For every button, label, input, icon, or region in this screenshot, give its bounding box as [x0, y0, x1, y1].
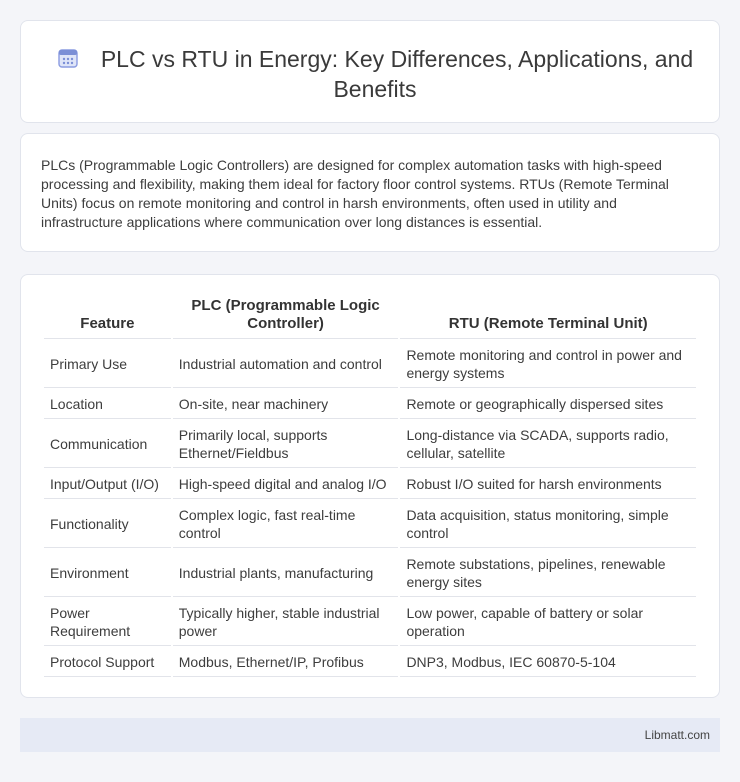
rtu-cell: Data acquisition, status monitoring, simple control [400, 501, 696, 548]
plc-cell: Typically higher, stable industrial power [173, 599, 399, 646]
plc-cell: Complex logic, fast real-time control [173, 501, 399, 548]
table-row [44, 341, 696, 388]
page-title: PLC vs RTU in Energy: Key Differences, Applications, and Benefits [100, 46, 694, 102]
header-plc: PLC (Programmable Logic Controller) [173, 297, 399, 339]
rtu-cell: Remote substations, pipelines, renewable energy sites [400, 550, 696, 597]
rtu-cell: DNP3, Modbus, IEC 60870-5-104 [400, 648, 696, 677]
feature-cell: Functionality [44, 501, 171, 548]
feature-cell: Environment [44, 550, 171, 597]
footer-bar [20, 718, 720, 752]
table-row [44, 470, 696, 499]
rtu-cell: Robust I/O suited for harsh environments [400, 470, 696, 499]
table-row [44, 599, 696, 646]
table-row [44, 421, 696, 468]
table-row [44, 390, 696, 419]
intro-card [20, 133, 720, 252]
feature-cell: Primary Use [44, 341, 171, 388]
rtu-cell: Low power, capable of battery or solar operation [400, 599, 696, 646]
table-header-row [44, 297, 696, 339]
feature-cell: Location [44, 390, 171, 419]
header-feature: Feature [44, 297, 171, 339]
table-row [44, 550, 696, 597]
feature-cell: Protocol Support [44, 648, 171, 677]
feature-cell: Communication [44, 421, 171, 468]
header-rtu: RTU (Remote Terminal Unit) [400, 297, 696, 339]
rtu-cell: Long-distance via SCADA, supports radio, cellular, satellite [400, 421, 696, 468]
footer-site-link[interactable]: Libmatt.com [644, 728, 710, 742]
plc-cell: Modbus, Ethernet/IP, Profibus [173, 648, 399, 677]
comparison-table [42, 295, 698, 679]
plc-cell: High-speed digital and analog I/O [173, 470, 399, 499]
intro-paragraph: PLCs (Programmable Logic Controllers) are designed for complex automation tasks with high-speed processing and flexibility, making them ideal for factory floor control systems. RTUs (Remote Terminal Units) focus on remote monitoring and control in harsh environments, often used in utility and infrastructure applications where communication over long distances is essential. [41, 157, 669, 230]
rtu-cell: Remote or geographically dispersed sites [400, 390, 696, 419]
plc-cell: On-site, near machinery [173, 390, 399, 419]
plc-cell: Industrial plants, manufacturing [173, 550, 399, 597]
plc-cell: Primarily local, supports Ethernet/Fieldbus [173, 421, 399, 468]
calendar-icon [57, 46, 79, 68]
plc-cell: Industrial automation and control [173, 341, 399, 388]
title-card [20, 20, 720, 123]
rtu-cell: Remote monitoring and control in power and energy systems [400, 341, 696, 388]
feature-cell: Input/Output (I/O) [44, 470, 171, 499]
feature-cell: Power Requirement [44, 599, 171, 646]
comparison-card [20, 274, 720, 698]
table-row [44, 648, 696, 677]
page-title-wrap [51, 44, 699, 104]
table-row [44, 501, 696, 548]
